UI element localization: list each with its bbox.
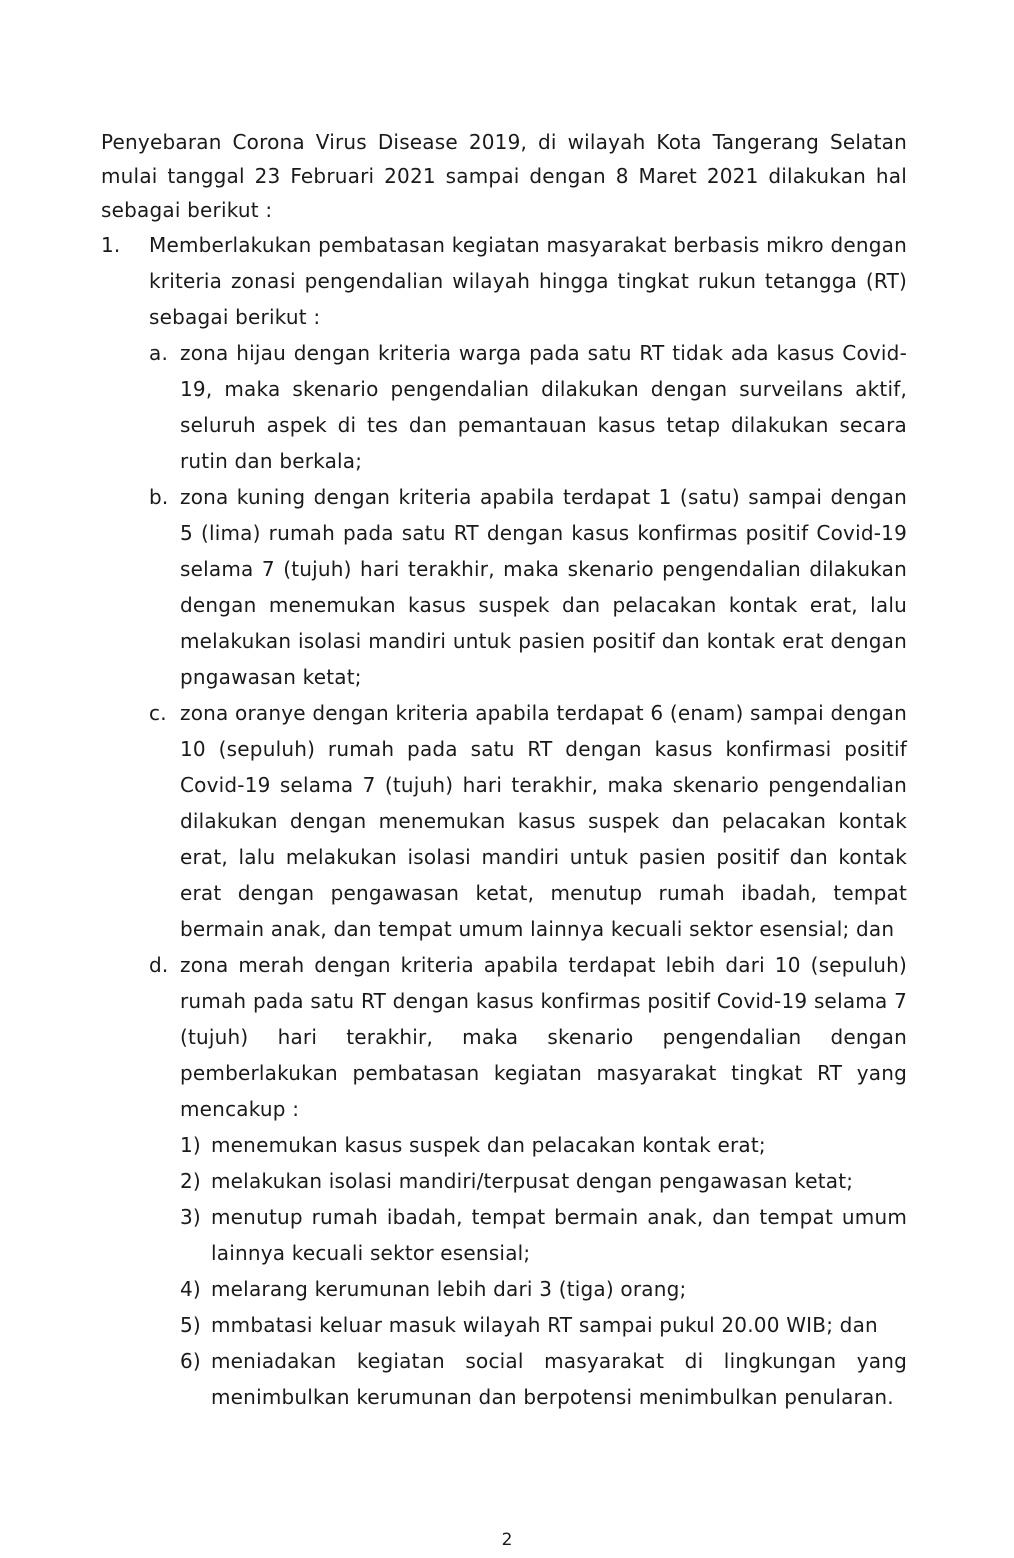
sub-marker: 1) [180, 1133, 201, 1157]
list-item-1 [101, 227, 907, 335]
sub-text: meniadakan kegiatan social masyarakat di lingkungan yang menimbulkan kerumunan dan berpotensi menimbulkan penularan. [211, 1349, 907, 1409]
zone-text: zona merah dengan kriteria apabila terdapat lebih dari 10 (sepuluh) rumah pada satu RT dengan kasus konfirmas positif Covid-19 selama 7 (tujuh) hari terakhir, maka skenario pengendalian dengan pemberlakukan pembatasan kegiatan masyarakat tingkat RT yang mencakup : [180, 953, 907, 1121]
sub-item-4 [101, 1271, 907, 1307]
list-item-text: Memberlakukan pembatasan kegiatan masyarakat berbasis mikro dengan kriteria zonasi pengendalian wilayah hingga tingkat rukun tetangga (RT) sebagai berikut : [149, 233, 907, 329]
page-number: 2 [501, 1530, 513, 1550]
zone-item-a [101, 335, 907, 479]
sub-item-1 [101, 1127, 907, 1163]
sub-marker: 5) [180, 1313, 201, 1337]
sub-marker: 3) [180, 1205, 201, 1229]
sub-marker: 6) [180, 1349, 201, 1373]
sub-text: mmbatasi keluar masuk wilayah RT sampai pukul 20.00 WIB; dan [211, 1313, 878, 1337]
zone-marker: a. [149, 341, 169, 365]
intro-paragraph: Penyebaran Corona Virus Disease 2019, di wilayah Kota Tangerang Selatan mulai tanggal 23 Februari 2021 sampai dengan 8 Maret 2021 dilakukan hal sebagai berikut : [101, 130, 907, 222]
sub-text: melarang kerumunan lebih dari 3 (tiga) orang; [211, 1277, 687, 1301]
sub-marker: 2) [180, 1169, 201, 1193]
sub-item-5 [101, 1307, 907, 1343]
sub-item-6 [101, 1343, 907, 1415]
zone-text: zona oranye dengan kriteria apabila terdapat 6 (enam) sampai dengan 10 (sepuluh) rumah pada satu RT dengan kasus konfirmasi positif Covid-19 selama 7 (tujuh) hari terakhir, maka skenario pengendalian dilakukan dengan menemukan kasus suspek dan pelacakan kontak erat, lalu melakukan isolasi mandiri untuk pasien positif dan kontak erat dengan pengawasan ketat, menutup rumah ibadah, tempat bermain anak, dan tempat umum lainnya kecuali sektor esensial; dan [180, 701, 907, 941]
zone-marker: d. [149, 953, 169, 977]
zone-item-d [101, 947, 907, 1127]
list-marker: 1. [101, 233, 121, 257]
zone-text: zona hijau dengan kriteria warga pada satu RT tidak ada kasus Covid-19, maka skenario pengendalian dilakukan dengan surveilans aktif, seluruh aspek di tes dan pemantauan kasus tetap dilakukan secara rutin dan berkala; [180, 341, 907, 473]
sub-item-2 [101, 1163, 907, 1199]
sub-item-3 [101, 1199, 907, 1271]
sub-text: menutup rumah ibadah, tempat bermain anak, dan tempat umum lainnya kecuali sektor esensial; [211, 1205, 907, 1265]
sub-marker: 4) [180, 1277, 201, 1301]
zone-item-b [101, 479, 907, 695]
document-page [101, 125, 907, 1415]
zone-marker: b. [149, 485, 169, 509]
zone-text: zona kuning dengan kriteria apabila terdapat 1 (satu) sampai dengan 5 (lima) rumah pada satu RT dengan kasus konfirmas positif Covid-19 selama 7 (tujuh) hari terakhir, maka skenario pengendalian dilakukan dengan menemukan kasus suspek dan pelacakan kontak erat, lalu melakukan isolasi mandiri untuk pasien positif dan kontak erat dengan pngawasan ketat; [180, 485, 907, 689]
zone-marker: c. [149, 701, 167, 725]
sub-text: melakukan isolasi mandiri/terpusat dengan pengawasan ketat; [211, 1169, 854, 1193]
sub-text: menemukan kasus suspek dan pelacakan kontak erat; [211, 1133, 766, 1157]
zone-item-c [101, 695, 907, 947]
